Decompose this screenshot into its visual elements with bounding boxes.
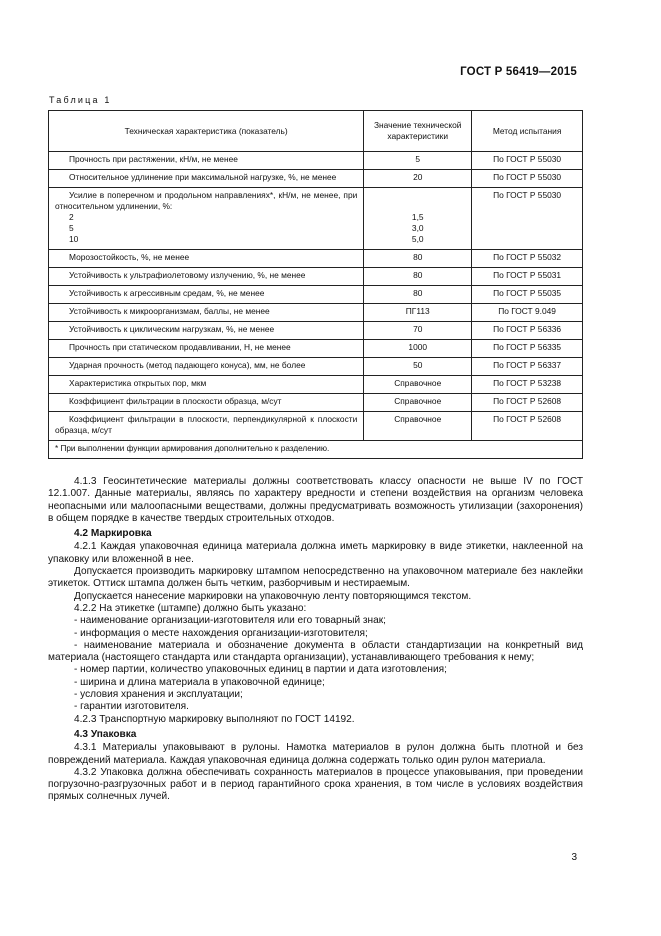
cell-method: По ГОСТ Р 55030	[472, 152, 583, 170]
cell-method: По ГОСТ Р 55035	[472, 286, 583, 304]
sub-item: 2	[69, 212, 74, 222]
list-item: - наименование организации-изготовителя или его товарный знак;	[74, 615, 386, 627]
cell-name: Устойчивость к ультрафиолетовому излучению, %, не менее	[49, 268, 364, 286]
cell-method: По ГОСТ Р 55032	[472, 250, 583, 268]
cell-value: Справочное	[364, 376, 472, 394]
cell-method: По ГОСТ Р 56335	[472, 340, 583, 358]
cell-value: 5	[364, 152, 472, 170]
cell-value: 80	[364, 286, 472, 304]
section-heading-packaging: 4.3 Упаковка	[74, 728, 137, 740]
sub-item: 10	[69, 234, 79, 244]
sub-item: 5	[69, 223, 74, 233]
cell-name: Ударная прочность (метод падающего конуса), мм, не более	[49, 358, 364, 376]
cell-value: Справочное	[364, 394, 472, 412]
cell-name: Коэффициент фильтрации в плоскости, перпендикулярной к плоскости образца, м/сут	[49, 412, 364, 441]
cell-name: Морозостойкость, %, не менее	[49, 250, 364, 268]
table-row	[49, 250, 583, 268]
spec-table	[48, 110, 583, 459]
cell-value: Справочное	[364, 412, 472, 441]
sub-value: 1,5	[411, 212, 424, 222]
cell-method: По ГОСТ Р 55030	[472, 170, 583, 188]
sub-value: 3,0	[411, 223, 424, 233]
table-row	[49, 358, 583, 376]
table-row	[49, 340, 583, 358]
paragraph-4-2-2: 4.2.2 На этикетке (штампе) должно быть указано:	[74, 602, 307, 614]
cell-name: Относительное удлинение при максимальной нагрузке, %, не менее	[49, 170, 364, 188]
cell-value: ПГ113	[364, 304, 472, 322]
cell-method: По ГОСТ Р 55030	[472, 188, 583, 250]
table-footnote-row	[49, 441, 583, 459]
paragraph-4-3-2: 4.3.2 Упаковка должна обеспечивать сохранность материалов в процессе упаковывания, при проведении погрузочно-разгрузочных работ и в период гарантийного срока хранения, в том числе в условиях воздействия прямых солнечных лучей.	[48, 766, 583, 803]
cell-name: Коэффициент фильтрации в плоскости образца, м/сут	[49, 394, 364, 412]
table-row	[49, 170, 583, 188]
cell-name	[49, 188, 364, 250]
table-row	[49, 376, 583, 394]
cell-value: 1000	[364, 340, 472, 358]
cell-value: 80	[364, 268, 472, 286]
paragraph-tape: Допускается нанесение маркировки на упаковочную ленту повторяющимся текстом.	[74, 590, 472, 602]
paragraph-stamp: Допускается производить маркировку штампом непосредственно на упаковочном материале без наклейки этикеток. Оттиск штампа должен быть четким, разборчивым и нестираемым.	[48, 566, 583, 590]
list-item: - наименование материала и обозначение документа в области стандартизации на конкретный вид материала (настоящего стандарта или стандарта организации), устанавливающего требования к нему;	[48, 639, 583, 664]
body-text	[48, 476, 583, 804]
paragraph-4-2-3: 4.2.3 Транспортную маркировку выполняют по ГОСТ 14192.	[74, 713, 355, 725]
table-row	[49, 152, 583, 170]
list-item: - гарантии изготовителя.	[74, 701, 189, 713]
cell-name: Устойчивость к циклическим нагрузкам, %, не менее	[49, 322, 364, 340]
column-header-value: Значение технической характеристики	[364, 111, 472, 152]
cell-method: По ГОСТ Р 53238	[472, 376, 583, 394]
cell-method: По ГОСТ Р 52608	[472, 394, 583, 412]
table-row	[49, 412, 583, 441]
table-footnote: * При выполнении функции армирования дополнительно к разделению.	[49, 441, 583, 459]
list-item: - информация о месте нахождения организации-изготовителя;	[74, 627, 368, 639]
cell-name: Прочность при растяжении, кН/м, не менее	[49, 152, 364, 170]
table-row	[49, 394, 583, 412]
document-code: ГОСТ Р 56419—2015	[460, 66, 577, 78]
cell-method: По ГОСТ Р 52608	[472, 412, 583, 441]
cell-name: Устойчивость к микроорганизмам, баллы, не менее	[49, 304, 364, 322]
cell-name-text: Усилие в поперечном и продольном направлениях*, кН/м, не менее, при относительном удлинении, %:	[55, 190, 358, 211]
table-header-row	[49, 111, 583, 152]
table-row	[49, 304, 583, 322]
section-heading-marking: 4.2 Маркировка	[74, 528, 152, 540]
paragraph-4-2-1: 4.2.1 Каждая упаковочная единица материала должна иметь маркировку в виде этикетки, наклеенной на упаковку или вложенной в нее.	[48, 541, 583, 565]
cell-method: По ГОСТ Р 55031	[472, 268, 583, 286]
cell-value: 80	[364, 250, 472, 268]
cell-method: По ГОСТ 9.049	[472, 304, 583, 322]
list-item: - номер партии, количество упаковочных единиц в партии и дата изготовления;	[74, 664, 447, 676]
cell-name: Прочность при статическом продавливании, Н, не менее	[49, 340, 364, 358]
paragraph-4-1-3: 4.1.3 Геосинтетические материалы должны соответствовать классу опасности не выше IV по ГОСТ 12.1.007. Данные материалы, являясь по характеру вредности и степени воздействия на организм человека неопасными или малоопасными веществами, должны предусматривать возможность утилизации (захоронения) в общем порядке в качестве твердых строительных отходов.	[48, 476, 583, 524]
cell-method: По ГОСТ Р 56337	[472, 358, 583, 376]
cell-value: 50	[364, 358, 472, 376]
table-caption: Таблица 1	[49, 95, 112, 105]
cell-value: 70	[364, 322, 472, 340]
page-number: 3	[571, 852, 577, 863]
cell-name: Устойчивость к агрессивным средам, %, не менее	[49, 286, 364, 304]
table-row	[49, 188, 583, 250]
column-header-method: Метод испытания	[472, 111, 583, 152]
list-item: - ширина и длина материала в упаковочной единице;	[74, 676, 325, 688]
sub-value: 5,0	[411, 234, 424, 244]
table-row	[49, 286, 583, 304]
cell-value: 20	[364, 170, 472, 188]
cell-value	[364, 188, 472, 250]
cell-method: По ГОСТ Р 56336	[472, 322, 583, 340]
table-row	[49, 268, 583, 286]
column-header-characteristic: Техническая характеристика (показатель)	[49, 111, 364, 152]
paragraph-4-3-1: 4.3.1 Материалы упаковывают в рулоны. Намотка материалов в рулон должна быть плотной и без повреждений материала. Каждая упаковочная единица должна содержать только один рулон материала.	[48, 742, 583, 766]
table-row	[49, 322, 583, 340]
list-item: - условия хранения и эксплуатации;	[74, 689, 243, 701]
cell-name: Характеристика открытых пор, мкм	[49, 376, 364, 394]
